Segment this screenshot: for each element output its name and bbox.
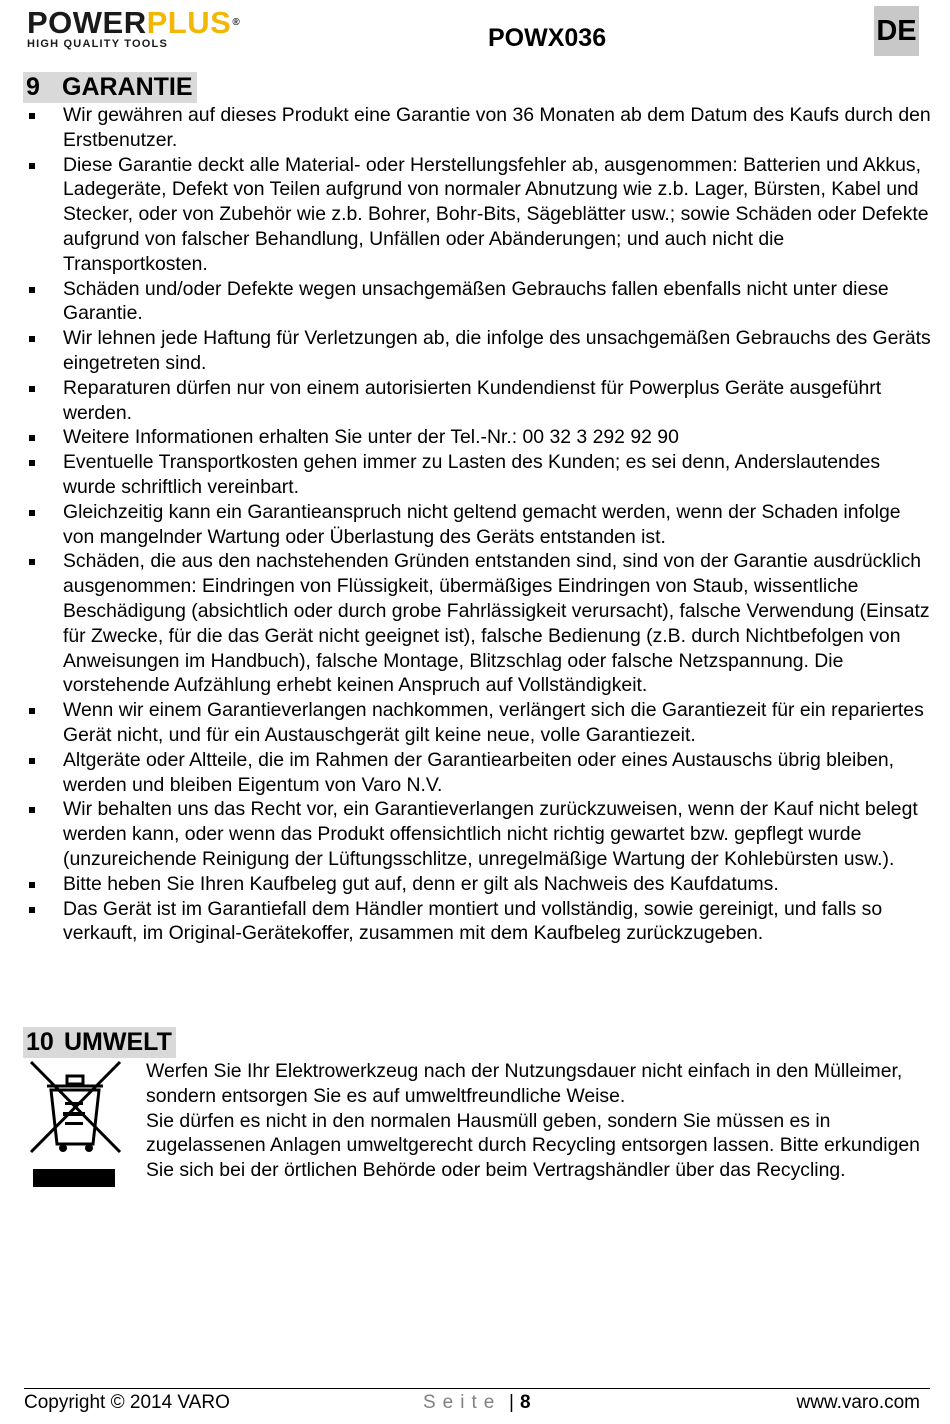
environment-paragraph-1: Werfen Sie Ihr Elektrowerkzeug nach der Nutzungsdauer nicht einfach in den Mülleimer, sondern entsorgen Sie es auf umweltfreundliche Weise. xyxy=(146,1060,903,1107)
page-label: Seite xyxy=(423,1392,502,1413)
section-heading: UMWELT xyxy=(64,1028,172,1056)
list-item: Das Gerät ist im Garantiefall dem Händler montiert und vollständig, sowie gereinigt, und falls so verkauft, im Original-Gerätekoffer, zusammen mit dem Kaufbeleg zurückzugeben. xyxy=(26,897,931,947)
environment-text xyxy=(146,1059,926,1183)
copyright-text: Copyright © 2014 VARO xyxy=(24,1392,230,1413)
section-heading: GARANTIE xyxy=(62,73,193,101)
footer-divider xyxy=(24,1388,930,1389)
warranty-list xyxy=(26,103,931,946)
section-number: 10 xyxy=(26,1028,54,1056)
list-item: Bitte heben Sie Ihren Kaufbeleg gut auf, denn er gilt als Nachweis des Kaufdatums. xyxy=(26,872,931,897)
page-header xyxy=(0,0,950,70)
list-item: Wir gewähren auf dieses Produkt eine Garantie von 36 Monaten ab dem Datum des Kaufs durch den Erstbenutzer. xyxy=(26,103,931,153)
section-title-umwelt xyxy=(23,1027,176,1058)
logo-word-power: POWER xyxy=(27,5,147,40)
logo-tagline: HIGH QUALITY TOOLS xyxy=(27,38,168,50)
model-number: POWX036 xyxy=(488,24,607,52)
logo-wordmark xyxy=(27,6,240,40)
list-item: Wir lehnen jede Haftung für Verletzungen ab, die infolge des unsachgemäßen Gebrauchs des Geräts eingetreten sind. xyxy=(26,326,931,376)
environment-paragraph-2: Sie dürfen es nicht in den normalen Hausmüll geben, sondern Sie müssen es in zugelassenen Anlagen umweltgerecht durch Recycling entsorgen lassen. Bitte erkundigen Sie sich bei der örtlichen Behörde oder beim Vertragshändler über das Recycling. xyxy=(146,1109,920,1182)
website-link[interactable]: www.varo.com xyxy=(796,1392,920,1413)
registered-mark: ® xyxy=(232,17,241,28)
list-item: Altgeräte oder Altteile, die im Rahmen der Garantiearbeiten oder eines Austauschs übrig bleiben, werden und bleiben Eigentum von Varo N.V. xyxy=(26,748,931,798)
crossed-out-wheelie-bin-icon xyxy=(27,1060,123,1190)
section-number: 9 xyxy=(26,73,40,101)
list-item: Wir behalten uns das Recht vor, ein Garantieverlangen zurückzuweisen, wenn der Kauf nicht belegt werden kann, oder wenn das Produkt offensichtlich nicht richtig gewartet bzw. gepflegt wurde (unzureichende Reinigung der Lüftungsschlitze, unregelmäßige Wartung der Kohlebürsten usw.). xyxy=(26,797,931,871)
list-item: Gleichzeitig kann ein Garantieanspruch nicht geltend gemacht werden, wenn der Schaden infolge von mangelnder Wartung oder Überlastung des Geräts entstanden ist. xyxy=(26,500,931,550)
list-item: Diese Garantie deckt alle Material- oder Herstellungsfehler ab, ausgenommen: Batterien und Akkus, Ladegeräte, Defekt von Teilen aufgrund von normaler Abnutzung wie z.b. Lager, Bürsten, Kabel und Stecker, oder von Zubehör wie z.b. Bohrer, Bohr-Bits, Sägeblätter usw.; sowie Schäden oder Defekte aufgrund von falscher Behandlung, Unfällen oder Abänderungen; und auch nicht die Transportkosten. xyxy=(26,153,931,277)
page-separator: | xyxy=(509,1392,514,1413)
language-badge: DE xyxy=(874,6,919,56)
section-title-garantie xyxy=(23,72,197,103)
page-number: 8 xyxy=(520,1392,531,1413)
brand-logo xyxy=(27,6,297,52)
logo-word-plus: PLUS xyxy=(146,5,232,40)
list-item: Eventuelle Transportkosten gehen immer zu Lasten des Kunden; es sei denn, Anderslautendes wurde schriftlich vereinbart. xyxy=(26,450,931,500)
list-item: Schäden und/oder Defekte wegen unsachgemäßen Gebrauchs fallen ebenfalls nicht unter diese Garantie. xyxy=(26,277,931,327)
list-item: Weitere Informationen erhalten Sie unter der Tel.-Nr.: 00 32 3 292 92 90 xyxy=(26,425,931,450)
list-item: Reparaturen dürfen nur von einem autorisierten Kundendienst für Powerplus Geräte ausgeführt werden. xyxy=(26,376,931,426)
list-item: Wenn wir einem Garantieverlangen nachkommen, verlängert sich die Garantiezeit für ein repariertes Gerät nicht, und für ein Austauschgerät gilt keine neue, volle Garantiezeit. xyxy=(26,698,931,748)
list-item: Schäden, die aus den nachstehenden Gründen entstanden sind, sind von der Garantie ausdrücklich ausgenommen: Eindringen von Flüssigkeit, übermäßiges Eindringen von Staub, wissentliche Beschädigung (absichtlich oder durch grobe Fahrlässigkeit verursacht), falsche Verwendung (Einsatz für Zwecke, für die das Gerät nicht geeignet ist), falsche Bedienung (z.B. durch Nichtbefolgen von Anweisungen im Handbuch), falsche Montage, Blitzschlag oder falsche Netzspannung. Die vorstehende Aufzählung erhebt keinen Anspruch auf Vollständigkeit. xyxy=(26,549,931,698)
page-footer xyxy=(24,1391,920,1417)
